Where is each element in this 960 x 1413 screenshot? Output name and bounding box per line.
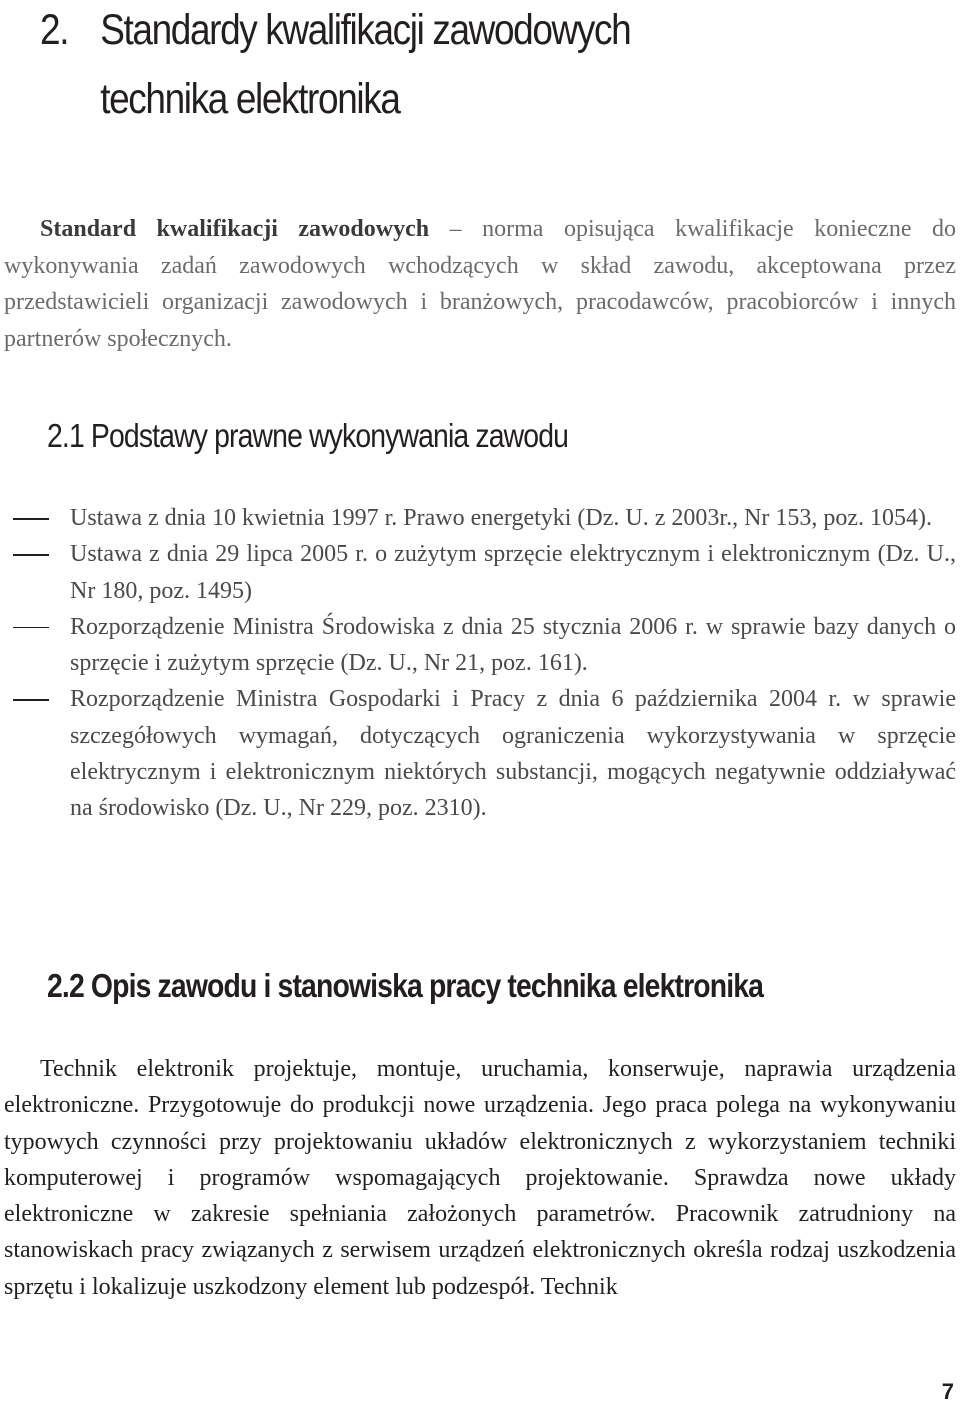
- list-item: [0, 681, 956, 826]
- list-item-text: Ustawa z dnia 10 kwietnia 1997 r. Prawo energetyki (Dz. U. z 2003r., Nr 153, poz. 1054).: [70, 505, 933, 531]
- section-heading-2-1: 2.1 Podstawy prawne wykonywania zawodu: [47, 417, 569, 454]
- dash-bullet: [13, 518, 49, 520]
- section-heading-2-2: 2.2 Opis zawodu i stanowiska pracy technika elektronika: [47, 967, 764, 1004]
- dash-bullet: [13, 627, 49, 629]
- dash-bullet: [13, 699, 49, 701]
- intro-paragraph: [4, 211, 956, 357]
- dash-bullet: [13, 554, 49, 556]
- list-item: [0, 536, 956, 609]
- list-item: [0, 500, 956, 536]
- chapter-number: 2.: [40, 6, 69, 54]
- list-item: [0, 609, 956, 682]
- chapter-title: [40, 0, 630, 134]
- list-item-text: Rozporządzenie Ministra Środowiska z dnia 25 stycznia 2006 r. w sprawie bazy danych o sprzęcie i zużytym sprzęcie (Dz. U., Nr 21, poz. 161).: [70, 613, 956, 677]
- chapter-title-line-1: Standardy kwalifikacji zawodowych: [100, 6, 631, 54]
- list-item-text: Rozporządzenie Ministra Gospodarki i Pracy z dnia 6 października 2004 r. w sprawie szczegółowych wymagań, dotyczących ograniczenia wykorzystywania w sprzęcie elektrycznym i elektronicznym niektórych substancji, mogących negatywnie oddziaływać na środowisko (Dz. U., Nr 229, poz. 2310).: [70, 686, 956, 822]
- intro-definition: – norma opisująca kwalifikacje konieczne do wykonywania zadań zawodowych wchodzących w skład zawodu, akceptowana przez przedstawicieli organizacji zawodowych i branżowych, pracodawców, pracobiorców i innych partnerów społecznych.: [4, 216, 956, 352]
- intro-term: Standard kwalifikacji zawodowych: [40, 216, 430, 242]
- list-item-text: Ustawa z dnia 29 lipca 2005 r. o zużytym sprzęcie elektrycznym i elektronicznym (Dz. U., Nr 180, poz. 1495): [70, 541, 956, 604]
- page-number: 7: [941, 1379, 954, 1404]
- legal-basis-list: [0, 500, 956, 827]
- job-description-paragraph: Technik elektronik projektuje, montuje, uruchamia, konserwuje, naprawia urządzenia elektroniczne. Przygotowuje do produkcji nowe urządzenia. Jego praca polega na wykonywaniu typowych czynności przy projektowaniu układów elektronicznych z wykorzystaniem techniki komputerowej i programów wspomagających projektowanie. Sprawdza nowe układy elektroniczne w zakresie spełniania założonych parametrów. Pracownik zatrudniony na stanowiskach pracy związanych z serwisem urządzeń elektronicznych określa rodzaj uszkodzenia sprzętu i lokalizuje uszkodzony element lub podzespół. Technik: [4, 1056, 956, 1300]
- chapter-title-line-2: technika elektronika: [100, 75, 400, 123]
